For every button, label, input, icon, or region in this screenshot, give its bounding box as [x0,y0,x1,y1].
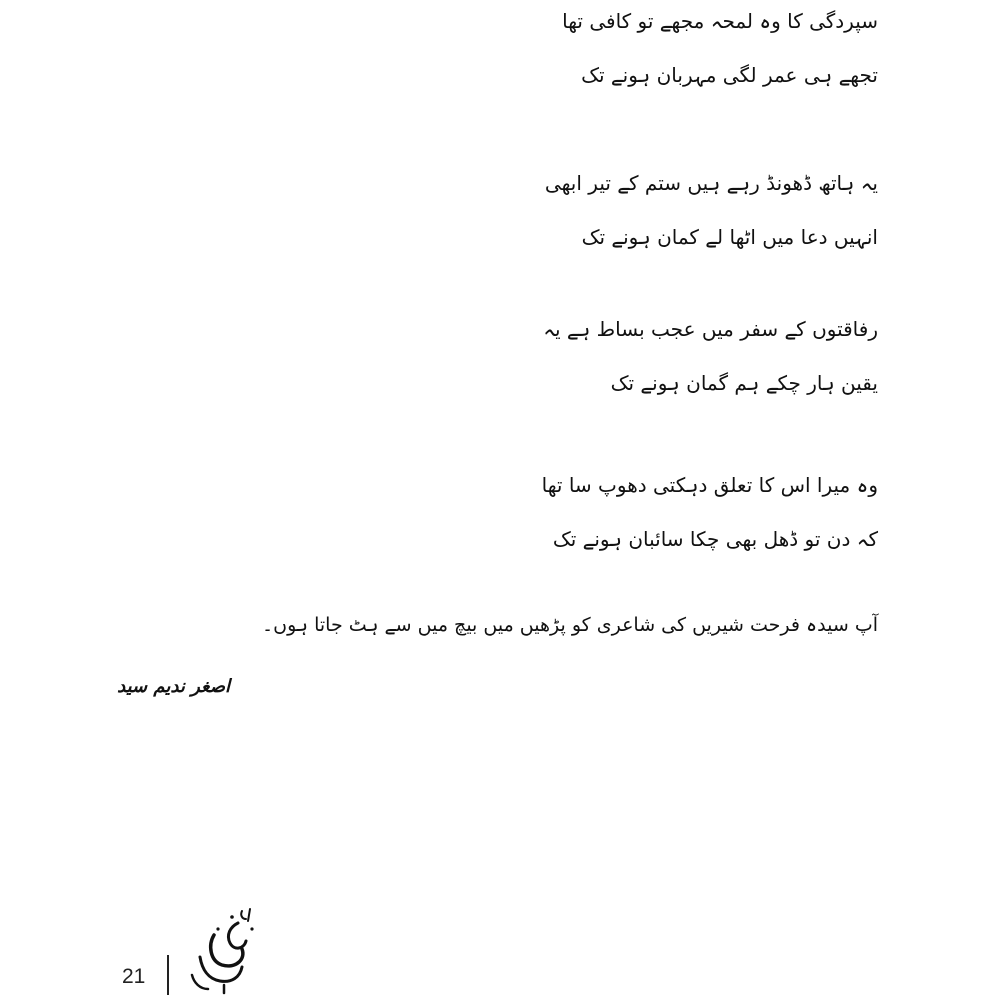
verse-line: وہ میرا اس کا تعلق دہکتی دھوپ سا تھا [541,473,878,497]
verse-line: رفاقتوں کے سفر میں عجب بساط ہے یہ [543,317,878,341]
stanza-3 [518,302,878,410]
verse-line: انہیں دعا میں اٹھا لے کمان ہونے تک [581,225,878,249]
stanza-2 [518,156,878,264]
verse-line: سپردگی کا وہ لمحہ مجھے تو کافی تھا [562,9,878,33]
author-signature: اصغر ندیم سید [117,676,230,697]
verse-line: یقین ہار چکے ہم گمان ہونے تک [610,371,878,395]
page-footer [110,905,270,995]
book-logo-calligraphy [180,905,270,995]
stanza-1 [518,0,878,102]
closing-sentence: آپ سیدہ فرحت شیریں کی شاعری کو پڑھیں میں بیچ میں سے ہٹ جاتا ہوں۔ [262,614,878,636]
verse-line: یہ ہاتھ ڈھونڈ رہے ہیں ستم کے تیر ابھی [544,171,878,195]
verse-line: کہ دن تو ڈھل بھی چکا سائبان ہونے تک [552,527,878,551]
stanza-4 [518,458,878,566]
verse-line: تجھے ہی عمر لگی مہربان ہونے تک [581,63,878,87]
footer-divider [167,955,169,995]
page-number: 21 [122,965,146,988]
